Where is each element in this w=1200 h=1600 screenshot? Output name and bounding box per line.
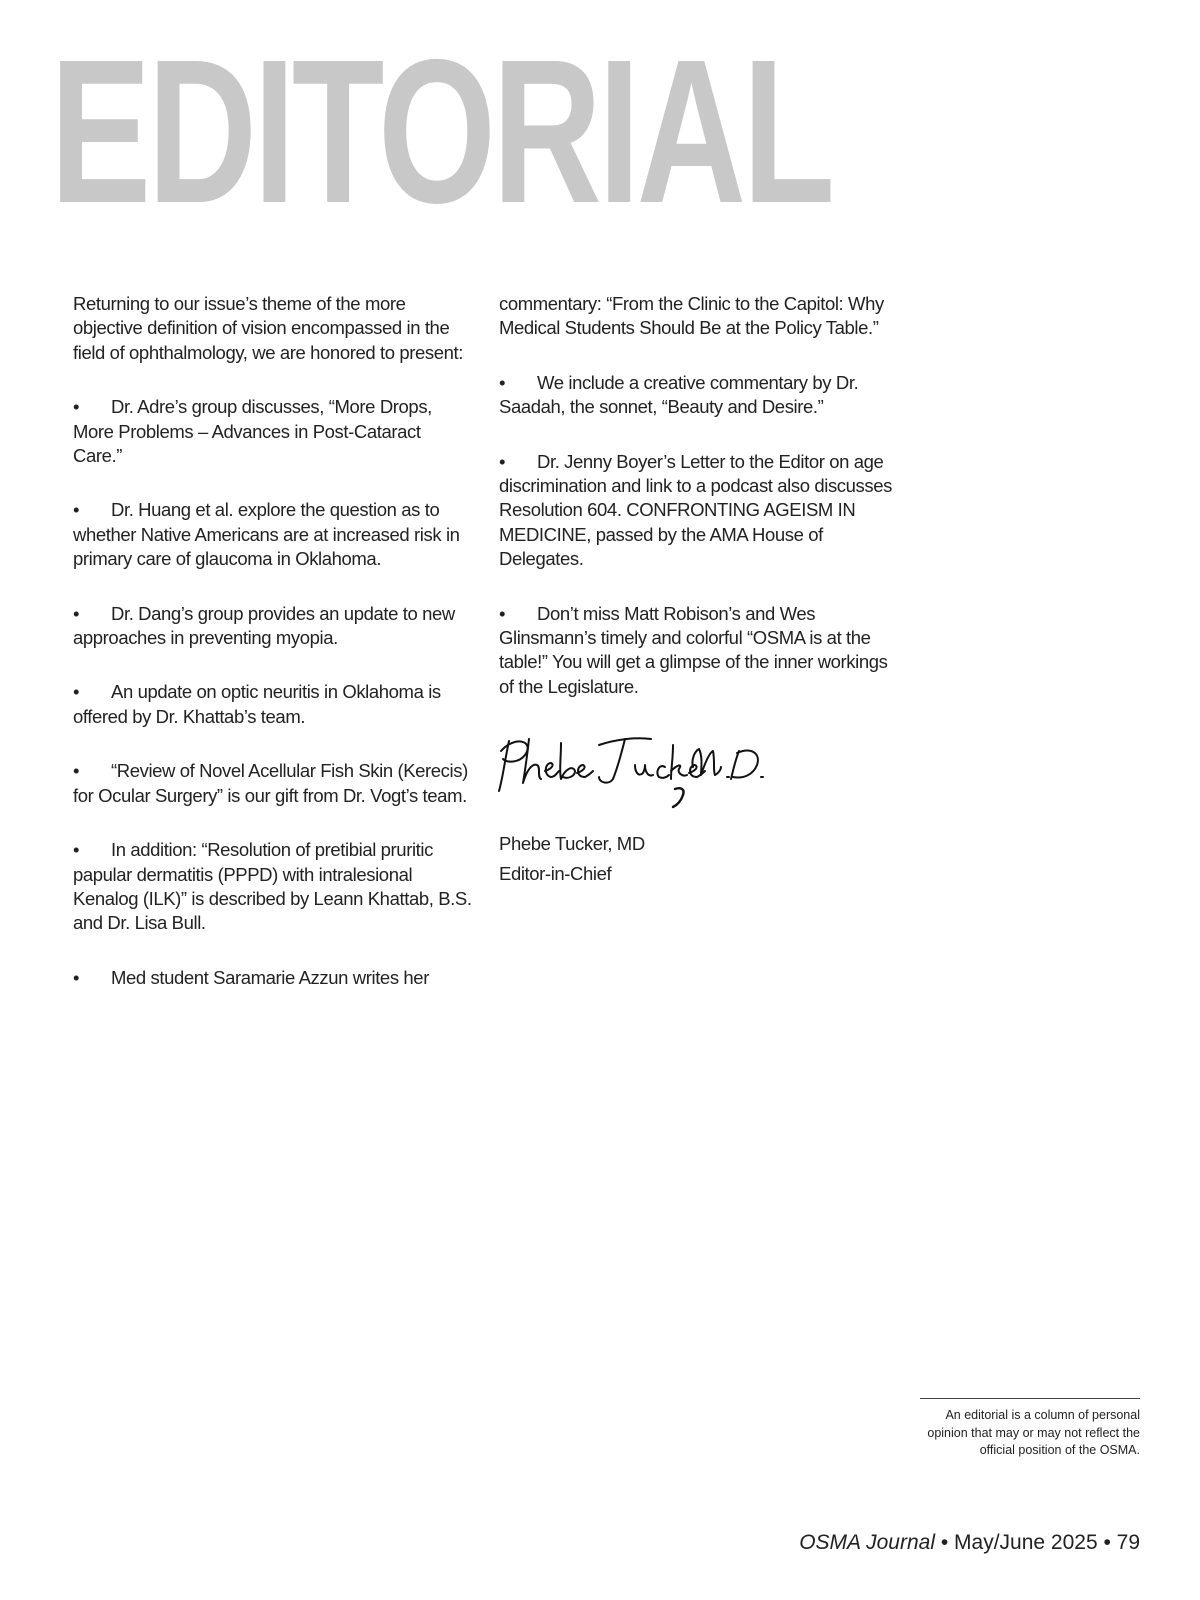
bullet: • (499, 450, 506, 472)
author-name: Phebe Tucker, MD (499, 833, 645, 855)
list-item (499, 602, 899, 700)
list-item-text: Don’t miss Matt Robison’s and Wes Glinsmann’s timely and colorful “OSMA is at the table!” You will get a glimpse of the inner workings of the Legislature. (499, 602, 888, 697)
author-title: Editor-in-Chief (499, 863, 612, 885)
list-item-text: Dr. Adre’s group discusses, “More Drops, More Problems – Advances in Post-Cataract Care.” (73, 396, 432, 467)
list-item (73, 602, 473, 651)
left-column (73, 292, 473, 1020)
list-item (73, 966, 473, 990)
issue-and-page: • May/June 2025 • 79 (935, 1531, 1140, 1554)
list-item-text: In addition: “Resolution of pretibial pruritic papular dermatitis (PPPD) with intralesional Kenalog (ILK)” is described by Leann Khattab, B.S. and Dr. Lisa Bull. (73, 839, 472, 934)
list-item-text: Dr. Huang et al. explore the question as to whether Native Americans are at increased risk in primary care of glaucoma in Oklahoma. (73, 499, 460, 570)
list-item-text: An update on optic neuritis in Oklahoma is offered by Dr. Khattab’s team. (73, 681, 441, 727)
list-item-text: Med student Saramarie Azzun writes her (111, 966, 429, 988)
bullet: • (499, 602, 506, 624)
editorial-disclaimer: An editorial is a column of personal opinion that may or may not reflect the official position of the OSMA. (920, 1398, 1140, 1460)
bullet: • (73, 396, 80, 418)
continuation-paragraph: commentary: “From the Clinic to the Capitol: Why Medical Students Should Be at the Policy Table.” (499, 293, 884, 339)
handwritten-signature (495, 729, 765, 809)
list-item-text: Dr. Dang’s group provides an update to new approaches in preventing myopia. (73, 602, 455, 649)
list-item (499, 450, 899, 572)
masthead-title (50, 17, 832, 246)
bullet: • (73, 966, 80, 988)
list-item (73, 838, 473, 936)
list-item-text: Dr. Jenny Boyer’s Letter to the Editor on age discrimination and link to a podcast also discusses Resolution 604. CONFRONTING AGEISM IN MEDICINE, passed by the AMA House of Delegates. (499, 450, 892, 570)
bullet: • (73, 681, 80, 703)
right-column (499, 292, 899, 889)
bullet: • (73, 760, 80, 782)
list-item (73, 395, 473, 468)
list-item (73, 759, 473, 808)
masthead-text: EDITORIAL (50, 17, 832, 246)
bullet: • (73, 602, 80, 624)
list-item (73, 680, 473, 729)
bullet: • (73, 839, 80, 861)
bullet: • (499, 371, 506, 393)
intro-paragraph: Returning to our issue’s theme of the more objective definition of vision encompassed in the field of ophthalmology, we are honored to present: (73, 293, 463, 363)
list-item (73, 498, 473, 571)
bullet: • (73, 499, 80, 521)
journal-name: OSMA Journal (799, 1531, 935, 1554)
list-item-text: “Review of Novel Acellular Fish Skin (Kerecis) for Ocular Surgery” is our gift from Dr. Vogt’s team. (73, 760, 468, 806)
list-item (499, 371, 899, 420)
list-item-text: We include a creative commentary by Dr. Saadah, the sonnet, “Beauty and Desire.” (499, 371, 859, 418)
page-footer (799, 1530, 1140, 1556)
